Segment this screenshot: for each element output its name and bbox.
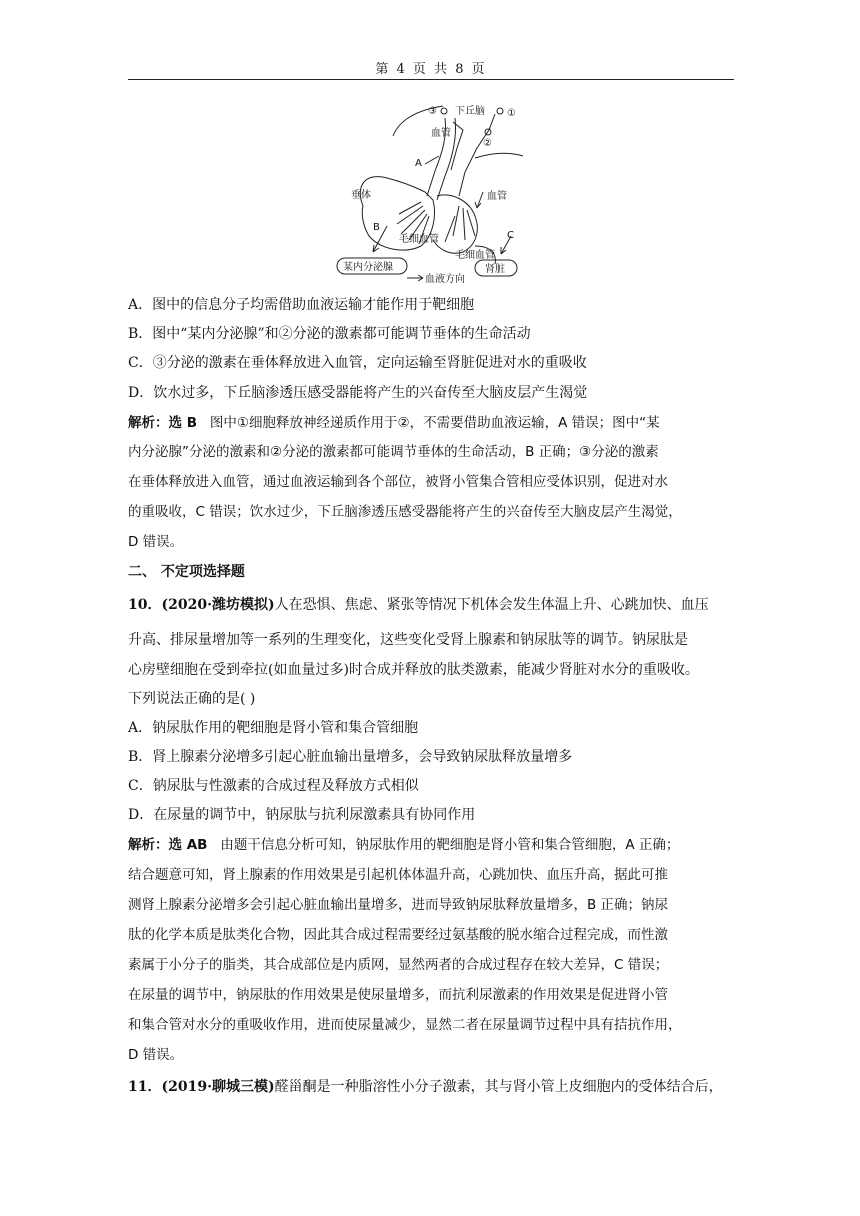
label-b: B [373,222,380,233]
q10-explanation-label: 解析：选 AB [128,837,208,853]
q9-explanation-line-5: D 错误。 [128,534,184,550]
label-blood-flow: 血液方向 [425,274,465,285]
page-header: 第 4 页 共 8 页 [375,62,487,77]
neuron-1 [497,108,503,114]
q10-stem-line-3: 心房壁细胞在受到牵拉(如血量过多)时合成并释放的肽类激素，能减少肾脏对水分的重吸收。 [128,662,699,678]
portal-vessel [451,122,463,170]
label-a: A [415,158,422,169]
q10-stem-line-2: 升高、排尿量增加等一系列的生理变化，这些变化受肾上腺素和钠尿肽等的调节。钠尿肽是 [128,632,688,648]
label-capillary-left: 毛细血管 [399,234,439,245]
q10-explanation-line-1: 解析：选 AB 由题干信息分析可知，钠尿肽作用的靶细胞是肾小管和集合管细胞，A 正确； [128,837,680,853]
q11-prefix: 11．(2019·聊城三模) [128,1079,275,1095]
label-n3: ③ [428,106,437,117]
q9-option-b: B．图中“某内分泌腺”和②分泌的激素都可能调节垂体的生命活动 [128,326,531,342]
label-blood-vessel-top: 血管 [431,128,451,139]
q9-explanation-line-3: 在垂体释放进入血管，通过血液运输到各个部位，被肾小管集合管相应受体识别，促进对水 [128,474,668,490]
q9-explanation-line-4: 的重吸收，C 错误；饮水过少，下丘脑渗透压感受器能将产生的兴奋传至大脑皮层产生渴觉， [128,504,682,520]
label-hypothalamus: 下丘脑 [455,106,485,117]
q9-explanation-label: 解析：选 B [128,415,197,431]
section-2-title: 二、 不定项选择题 [128,564,245,580]
q9-option-a: A．图中的信息分子均需借助血液运输才能作用于靶细胞 [128,297,475,313]
q10-stem-line-1: 10．(2020·潍坊模拟)人在恐惧、焦虑、紧张等情况下机体会发生体温上升、心跳加快、血压 [128,597,709,613]
hypothalamus-pituitary-diagram [325,96,565,286]
q10-option-c: C．钠尿肽与性激素的合成过程及释放方式相似 [128,778,419,794]
q9-explanation-line-1: 解析：选 B 图中①细胞释放神经递质作用于②，不需要借助血液运输，A 错误；图中“某 [128,415,660,431]
q10-explanation-line-7: 和集合管对水分的重吸收作用，进而使尿量减少，显然二者在尿量调节过程中具有拮抗作用， [128,1017,682,1033]
label-n1: ① [507,108,516,119]
q10-stem-line-4: 下列说法正确的是( ) [128,691,256,707]
q9-option-d: D．饮水过多，下丘脑渗透压感受器能将产生的兴奋传至大脑皮层产生渴觉 [128,385,588,401]
neuron-3 [441,108,447,114]
q10-option-b: B．肾上腺素分泌增多引起心脏血输出量增多，会导致钠尿肽释放量增多 [128,749,573,765]
label-endocrine-gland: 某内分泌腺 [343,262,393,273]
q10-explanation-line-3: 测肾上腺素分泌增多会引起心脏血输出量增多，进而导致钠尿肽释放量增多，B 正确；钠尿 [128,897,669,913]
label-capillary-right: 毛细血管 [455,250,495,261]
q11-stem-line-1: 11．(2019·聊城三模)醛甾酮是一种脂溶性小分子激素，其与肾小管上皮细胞内的受体结合后， [128,1079,723,1095]
q9-explanation-line-2: 内分泌腺”分泌的激素和②分泌的激素都可能调节垂体的生命活动，B 正确；③分泌的激素 [128,444,659,460]
q10-explanation-line-4: 肽的化学本质是肽类化合物，因此其合成过程需要经过氨基酸的脱水缩合过程完成，而性激 [128,927,668,943]
label-blood-vessel-right: 血管 [487,191,507,202]
q10-prefix: 10．(2020·潍坊模拟) [128,597,275,613]
label-n2: ② [483,138,492,149]
q10-explanation-line-6: 在尿量的调节中，钠尿肽的作用效果是使尿量增多，而抗利尿激素的作用效果是促进肾小管 [128,987,668,1003]
header-rule [128,79,734,80]
q10-explanation-line-8: D 错误。 [128,1047,184,1063]
capillary-fan-right [445,206,475,242]
q10-option-d: D．在尿量的调节中，钠尿肽与抗利尿激素具有协同作用 [128,807,476,823]
q10-explanation-line-5: 素属于小分子的脂类，其合成部位是内质网，显然两者的合成过程存在较大差异，C 错误； [128,957,669,973]
q10-option-a: A．钠尿肽作用的靶细胞是肾小管和集合管细胞 [128,720,419,736]
label-c: C [507,230,514,241]
label-kidney: 肾脏 [485,264,505,275]
q10-explanation-line-2: 结合题意可知，肾上腺素的作用效果是引起机体体温升高，心跳加快、血压升高，据此可推 [128,867,668,883]
q9-option-c: C．③分泌的激素在垂体释放进入血管，定向运输至肾脏促进对水的重吸收 [128,355,587,371]
label-pituitary: 垂体 [351,190,371,201]
